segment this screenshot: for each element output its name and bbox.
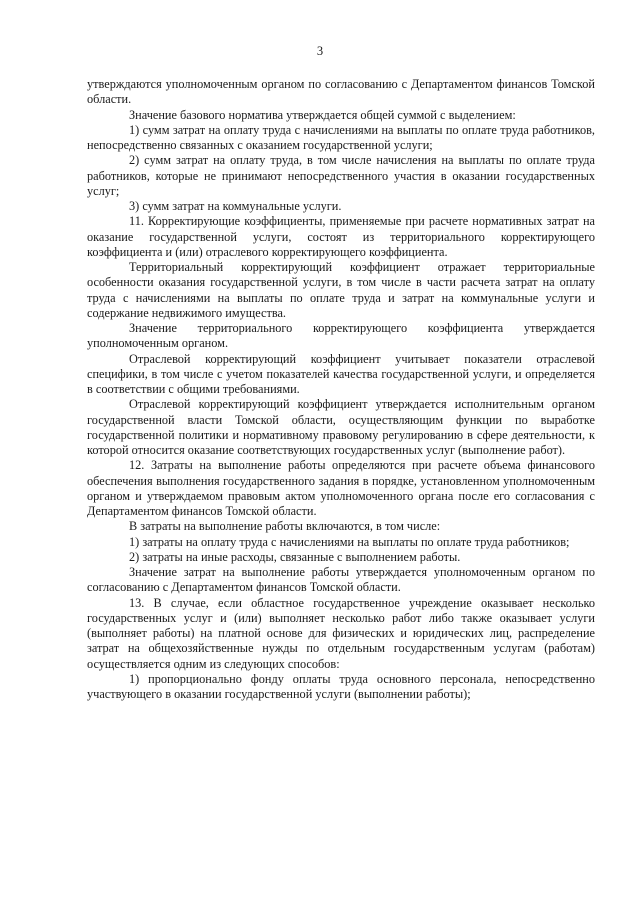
- paragraph: В затраты на выполнение работы включаются, в том числе:: [129, 519, 441, 534]
- list-item: 1) затраты на оплату труда с начислениями на выплаты по оплате труда работников;: [129, 534, 570, 549]
- list-item: 3) сумм затрат на коммунальные услуги.: [129, 199, 342, 213]
- paragraph: Отраслевой корректирующий коэффициент учитывает показатели отраслевой специфики, в том числе с учетом показателей качества государственной услуги, и определяется в соответствии с общими требованиями.: [87, 351, 595, 396]
- list-item: 2) затраты на иные расходы, связанные с выполнением работы.: [129, 549, 461, 564]
- list-item: 1) пропорционально фонду оплаты труда основного персонала, непосредственно участвующего в оказании государственной услуги (выполнении работы);: [87, 671, 595, 701]
- section-paragraph-12: 12. Затраты на выполнение работы определяются при расчете объема финансового обеспечения выполнения государственного задания в порядке, установленном уполномоченным органом и утверждаемом правовым актом уполномоченного органа после его согласования с Департаментом финансов Томской области.: [87, 458, 595, 518]
- paragraph: утверждаются уполномоченным органом по согласованию с Департаментом финансов Томской области.: [87, 77, 595, 107]
- paragraph: Значение территориального корректирующего коэффициента утверждается уполномоченным органом.: [87, 321, 595, 351]
- paragraph: Территориальный корректирующий коэффициент отражает территориальные особенности оказания государственной услуги, в том числе в части расчета затрат на оплату труда с начислениями на выплаты по оплате труда и затрат на коммунальные услуги и содержание недвижимого имущества.: [87, 260, 595, 320]
- list-item: 2) сумм затрат на оплату труда, в том числе начисления на выплаты по оплате труда работников, которые не принимают непосредственного участия в оказании государственных услуг;: [87, 153, 595, 198]
- section-paragraph-13: 13. В случае, если областное государственное учреждение оказывает несколько государственных услуг и (или) выполняет несколько работ либо также оказывает услуги (выполняет работы) на платной основе для физических и юридических лиц, распределение затрат на общехозяйственные нужды по отдельным государственным услугам (работам) осуществляется одним из следующих способов:: [87, 595, 595, 671]
- paragraph: Отраслевой корректирующий коэффициент утверждается исполнительным органом государственной власти Томской области, осуществляющим функции по выработке государственной политики и нормативному правовому регулированию в сфере деятельности, к которой относится оказание соответствующих государственных услуг (выполнение работ).: [87, 397, 595, 457]
- document-body: [87, 77, 595, 702]
- page-number: 3: [316, 44, 324, 58]
- list-item: 1) сумм затрат на оплату труда с начислениями на выплаты по оплате труда работников, непосредственно связанных с оказанием государственной услуги;: [87, 122, 595, 152]
- paragraph: Значение базового норматива утверждается общей суммой с выделением:: [129, 107, 516, 122]
- section-paragraph-11: 11. Корректирующие коэффициенты, применяемые при расчете нормативных затрат на оказание государственной услуги, состоят из территориального корректирующего коэффициента и (или) отраслевого корректирующего коэффициента.: [87, 214, 595, 259]
- paragraph: Значение затрат на выполнение работы утверждается уполномоченным органом по согласованию с Департаментом финансов Томской области.: [87, 565, 595, 595]
